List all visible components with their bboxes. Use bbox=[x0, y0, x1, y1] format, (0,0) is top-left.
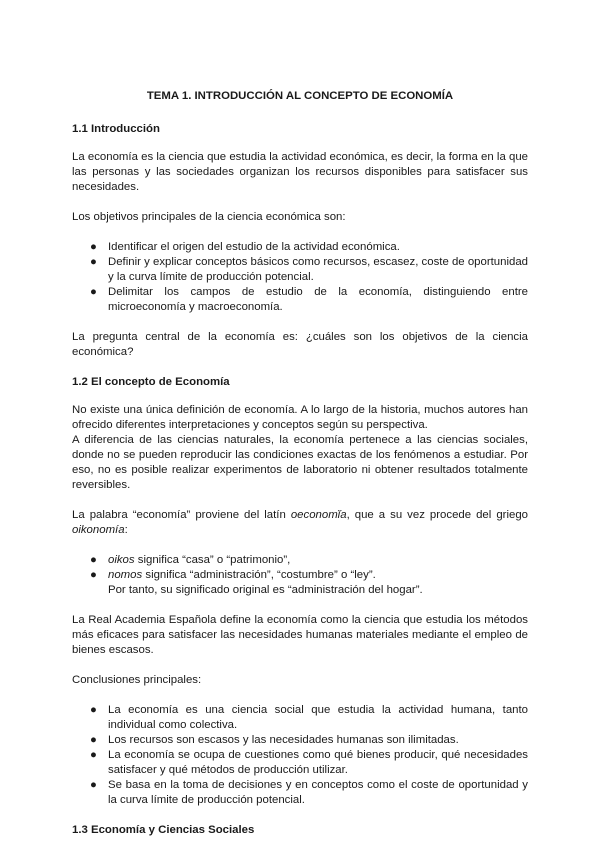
bullet-icon: ● bbox=[90, 569, 97, 581]
list-item: ● oikos significa “casa” o “patrimonio”, bbox=[90, 554, 291, 566]
bullet-icon: ● bbox=[90, 749, 97, 761]
bullet-icon: ● bbox=[90, 704, 97, 716]
bullet-icon: ● bbox=[90, 779, 97, 791]
list-item: ● Definir y explicar conceptos básicos como recursos, escasez, coste de oportunidad y la curva límite de producción potencial. bbox=[90, 256, 528, 283]
objectives-list bbox=[72, 240, 528, 315]
paragraph: Conclusiones principales: bbox=[72, 674, 202, 686]
list-item: ● La economía se ocupa de cuestiones como qué bienes producir, qué necesidades satisfacer y qué métodos de producción utilizar. bbox=[90, 749, 528, 776]
etymology-note: Por tanto, su significado original es “administración del hogar”. bbox=[108, 584, 423, 596]
list-item: ● nomos significa “administración”, “costumbre” o “ley”. bbox=[90, 569, 376, 581]
section-heading-1-2: 1.2 El concepto de Economía bbox=[72, 376, 230, 388]
etymology-paragraph: La palabra “economía” proviene del latín oeconomĭa, que a su vez procede del griego oikonomía: bbox=[72, 509, 528, 536]
paragraph: Los objetivos principales de la ciencia económica son: bbox=[72, 211, 346, 223]
list-item: ● La economía es una ciencia social que estudia la actividad humana, tanto individual como colectiva. bbox=[90, 704, 528, 731]
document-title: TEMA 1. INTRODUCCIÓN AL CONCEPTO DE ECONOMÍA bbox=[146, 90, 454, 102]
conclusions-list bbox=[72, 703, 528, 808]
latin-term: oeconomĭa bbox=[290, 509, 347, 521]
section-heading-1-3: 1.3 Economía y Ciencias Sociales bbox=[72, 824, 255, 836]
list-item: ● Los recursos son escasos y las necesidades humanas son ilimitadas. bbox=[90, 734, 459, 746]
bullet-icon: ● bbox=[90, 286, 97, 298]
list-item: ● Identificar el origen del estudio de la actividad económica. bbox=[90, 241, 400, 253]
bullet-icon: ● bbox=[90, 256, 97, 268]
paragraph: La pregunta central de la economía es: ¿cuáles son los objetivos de la ciencia económica? bbox=[72, 331, 528, 358]
bullet-icon: ● bbox=[90, 554, 97, 566]
paragraph: La economía es la ciencia que estudia la actividad económica, es decir, la forma en la que las personas y las sociedades organizan los recursos disponibles para satisfacer sus necesidades. bbox=[72, 151, 528, 193]
section-ciencias-sociales bbox=[72, 823, 528, 838]
greek-term: oikonomía bbox=[72, 524, 125, 536]
paragraph: A diferencia de las ciencias naturales, la economía pertenece a las ciencias sociales, donde no se pueden reproducir las condiciones exactas de los fenómenos a estudiar. Por eso, no es posible realizar experimentos de laboratorio ni obtener resultados totalmente reversibles. bbox=[72, 434, 528, 491]
paragraph: No existe una única definición de economía. A lo largo de la historia, muchos autores han ofrecido diferentes interpretaciones y conceptos según su perspectiva. bbox=[72, 404, 528, 431]
paragraph: La Real Academia Española define la economía como la ciencia que estudia los métodos más eficaces para satisfacer las necesidades humanas materiales mediante el empleo de bienes escasos. bbox=[72, 614, 528, 656]
section-introduccion bbox=[72, 122, 528, 360]
bullet-icon: ● bbox=[90, 241, 97, 253]
section-concepto bbox=[72, 375, 528, 808]
etymology-list bbox=[72, 553, 528, 583]
list-item: ● Delimitar los campos de estudio de la economía, distinguiendo entre microeconomía y macroeconomía. bbox=[90, 286, 528, 313]
section-heading-1-1: 1.1 Introducción bbox=[72, 123, 160, 135]
list-item: ● Se basa en la toma de decisiones y en conceptos como el coste de oportunidad y la curva límite de producción potencial. bbox=[90, 779, 528, 806]
bullet-icon: ● bbox=[90, 734, 97, 746]
